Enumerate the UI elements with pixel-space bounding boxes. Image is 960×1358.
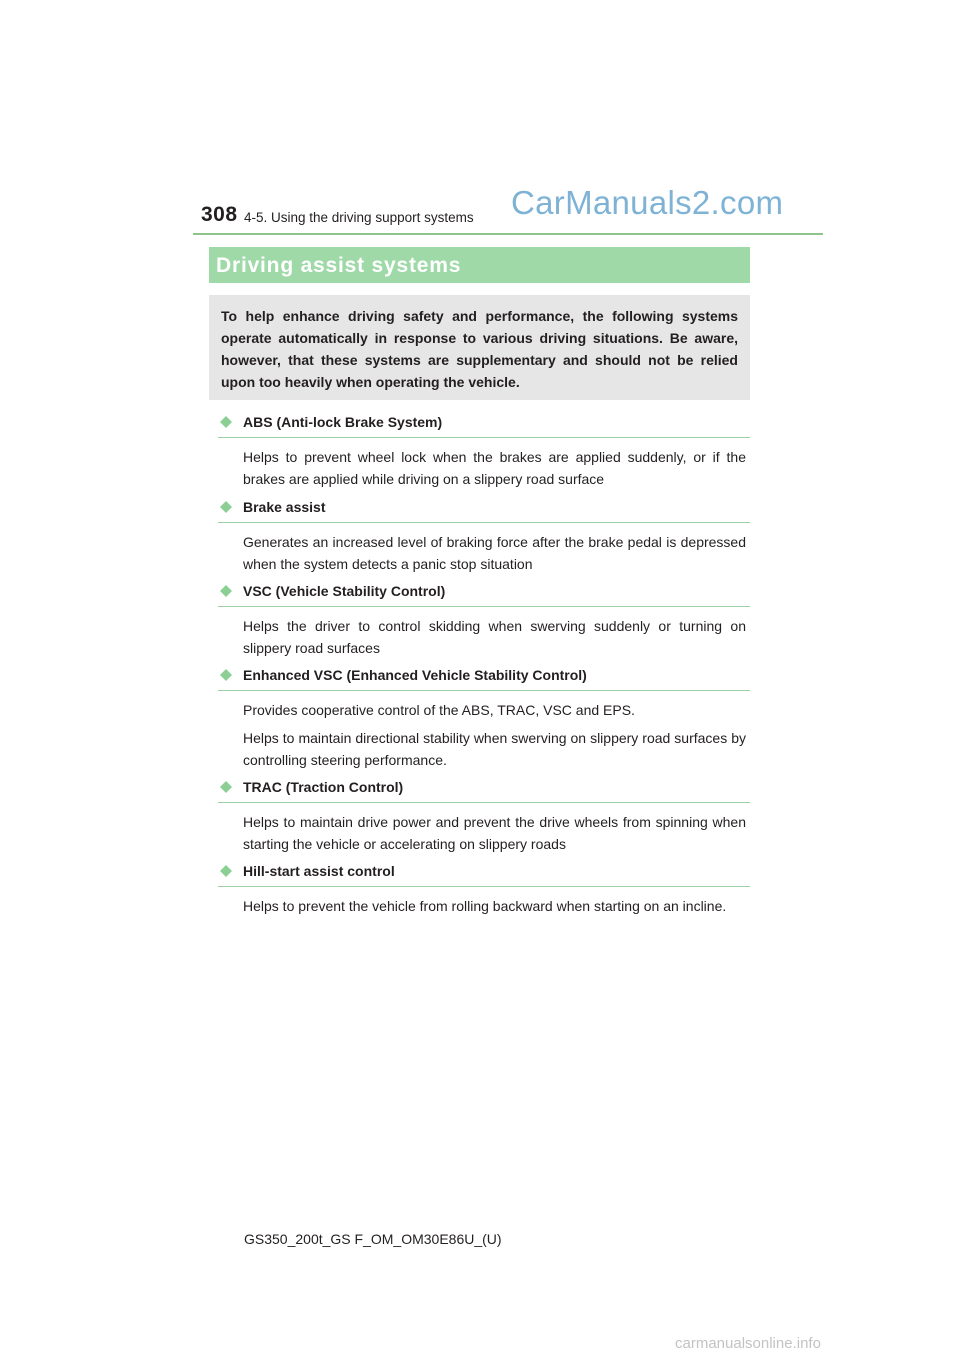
- page-header: [0, 0, 960, 240]
- item-description: [243, 615, 746, 659]
- header-divider: [193, 233, 823, 235]
- item-title: Enhanced VSC (Enhanced Vehicle Stability Control): [243, 667, 587, 683]
- item-heading: [218, 667, 750, 691]
- item-heading: [218, 779, 750, 803]
- item-heading: [218, 583, 750, 607]
- footer-watermark: carmanualsonline.info: [675, 1335, 821, 1352]
- item-paragraph: Helps the driver to control skidding when swerving suddenly or turning on slippery road surfaces: [243, 618, 746, 656]
- diamond-bullet-icon: [220, 669, 232, 681]
- item-heading: [218, 863, 750, 887]
- item-title: Brake assist: [243, 499, 326, 515]
- watermark-logo: CarManuals2.com: [511, 184, 784, 221]
- diamond-bullet-icon: [220, 585, 232, 597]
- page-title-bar: [209, 247, 750, 283]
- list-item-abs: [218, 414, 750, 496]
- diamond-bullet-icon: [220, 501, 232, 513]
- item-paragraph: Provides cooperative control of the ABS, TRAC, VSC and EPS.: [243, 702, 635, 718]
- section-title: 4-5. Using the driving support systems: [244, 210, 474, 225]
- list-item-enhanced-vsc: [218, 667, 750, 777]
- item-paragraph: Helps to prevent the vehicle from rolling backward when starting on an incline.: [243, 898, 727, 914]
- page-number: 308: [201, 203, 238, 226]
- document-code: GS350_200t_GS F_OM_OM30E86U_(U): [244, 1231, 502, 1247]
- list-item-hill-start: [218, 863, 750, 923]
- item-description: [243, 811, 746, 855]
- item-title: ABS (Anti-lock Brake System): [243, 414, 443, 430]
- item-description: [243, 446, 746, 490]
- item-title: TRAC (Traction Control): [243, 779, 404, 795]
- item-heading: [218, 414, 750, 438]
- list-item-vsc: [218, 583, 750, 665]
- item-paragraph: Helps to maintain directional stability when swerving on slippery road surfaces by controlling steering performance.: [243, 730, 746, 768]
- diamond-bullet-icon: [220, 416, 232, 428]
- item-title: Hill-start assist control: [243, 863, 395, 879]
- item-paragraph: Generates an increased level of braking force after the brake pedal is depressed when the system detects a panic stop situation: [243, 534, 746, 572]
- list-item-trac: [218, 779, 750, 861]
- item-paragraph: Helps to maintain drive power and prevent the drive wheels from spinning when starting the vehicle or accelerating on slippery roads: [243, 814, 746, 852]
- diamond-bullet-icon: [220, 781, 232, 793]
- item-paragraph: Helps to prevent wheel lock when the brakes are applied suddenly, or if the brakes are applied while driving on a slippery road surface: [243, 449, 746, 487]
- item-description: [243, 895, 746, 917]
- page-title: Driving assist systems: [216, 254, 462, 277]
- list-item-brake-assist: [218, 499, 750, 581]
- intro-text: To help enhance driving safety and performance, the following systems operate automatically in response to various driving situations. Be aware, however, that these systems are supplementary and should not be relied upon too heavily when operating the vehicle.: [221, 308, 738, 390]
- item-description: [243, 699, 746, 771]
- item-title: VSC (Vehicle Stability Control): [243, 583, 446, 599]
- intro-box: [209, 295, 750, 400]
- diamond-bullet-icon: [220, 865, 232, 877]
- item-description: [243, 531, 746, 575]
- item-heading: [218, 499, 750, 523]
